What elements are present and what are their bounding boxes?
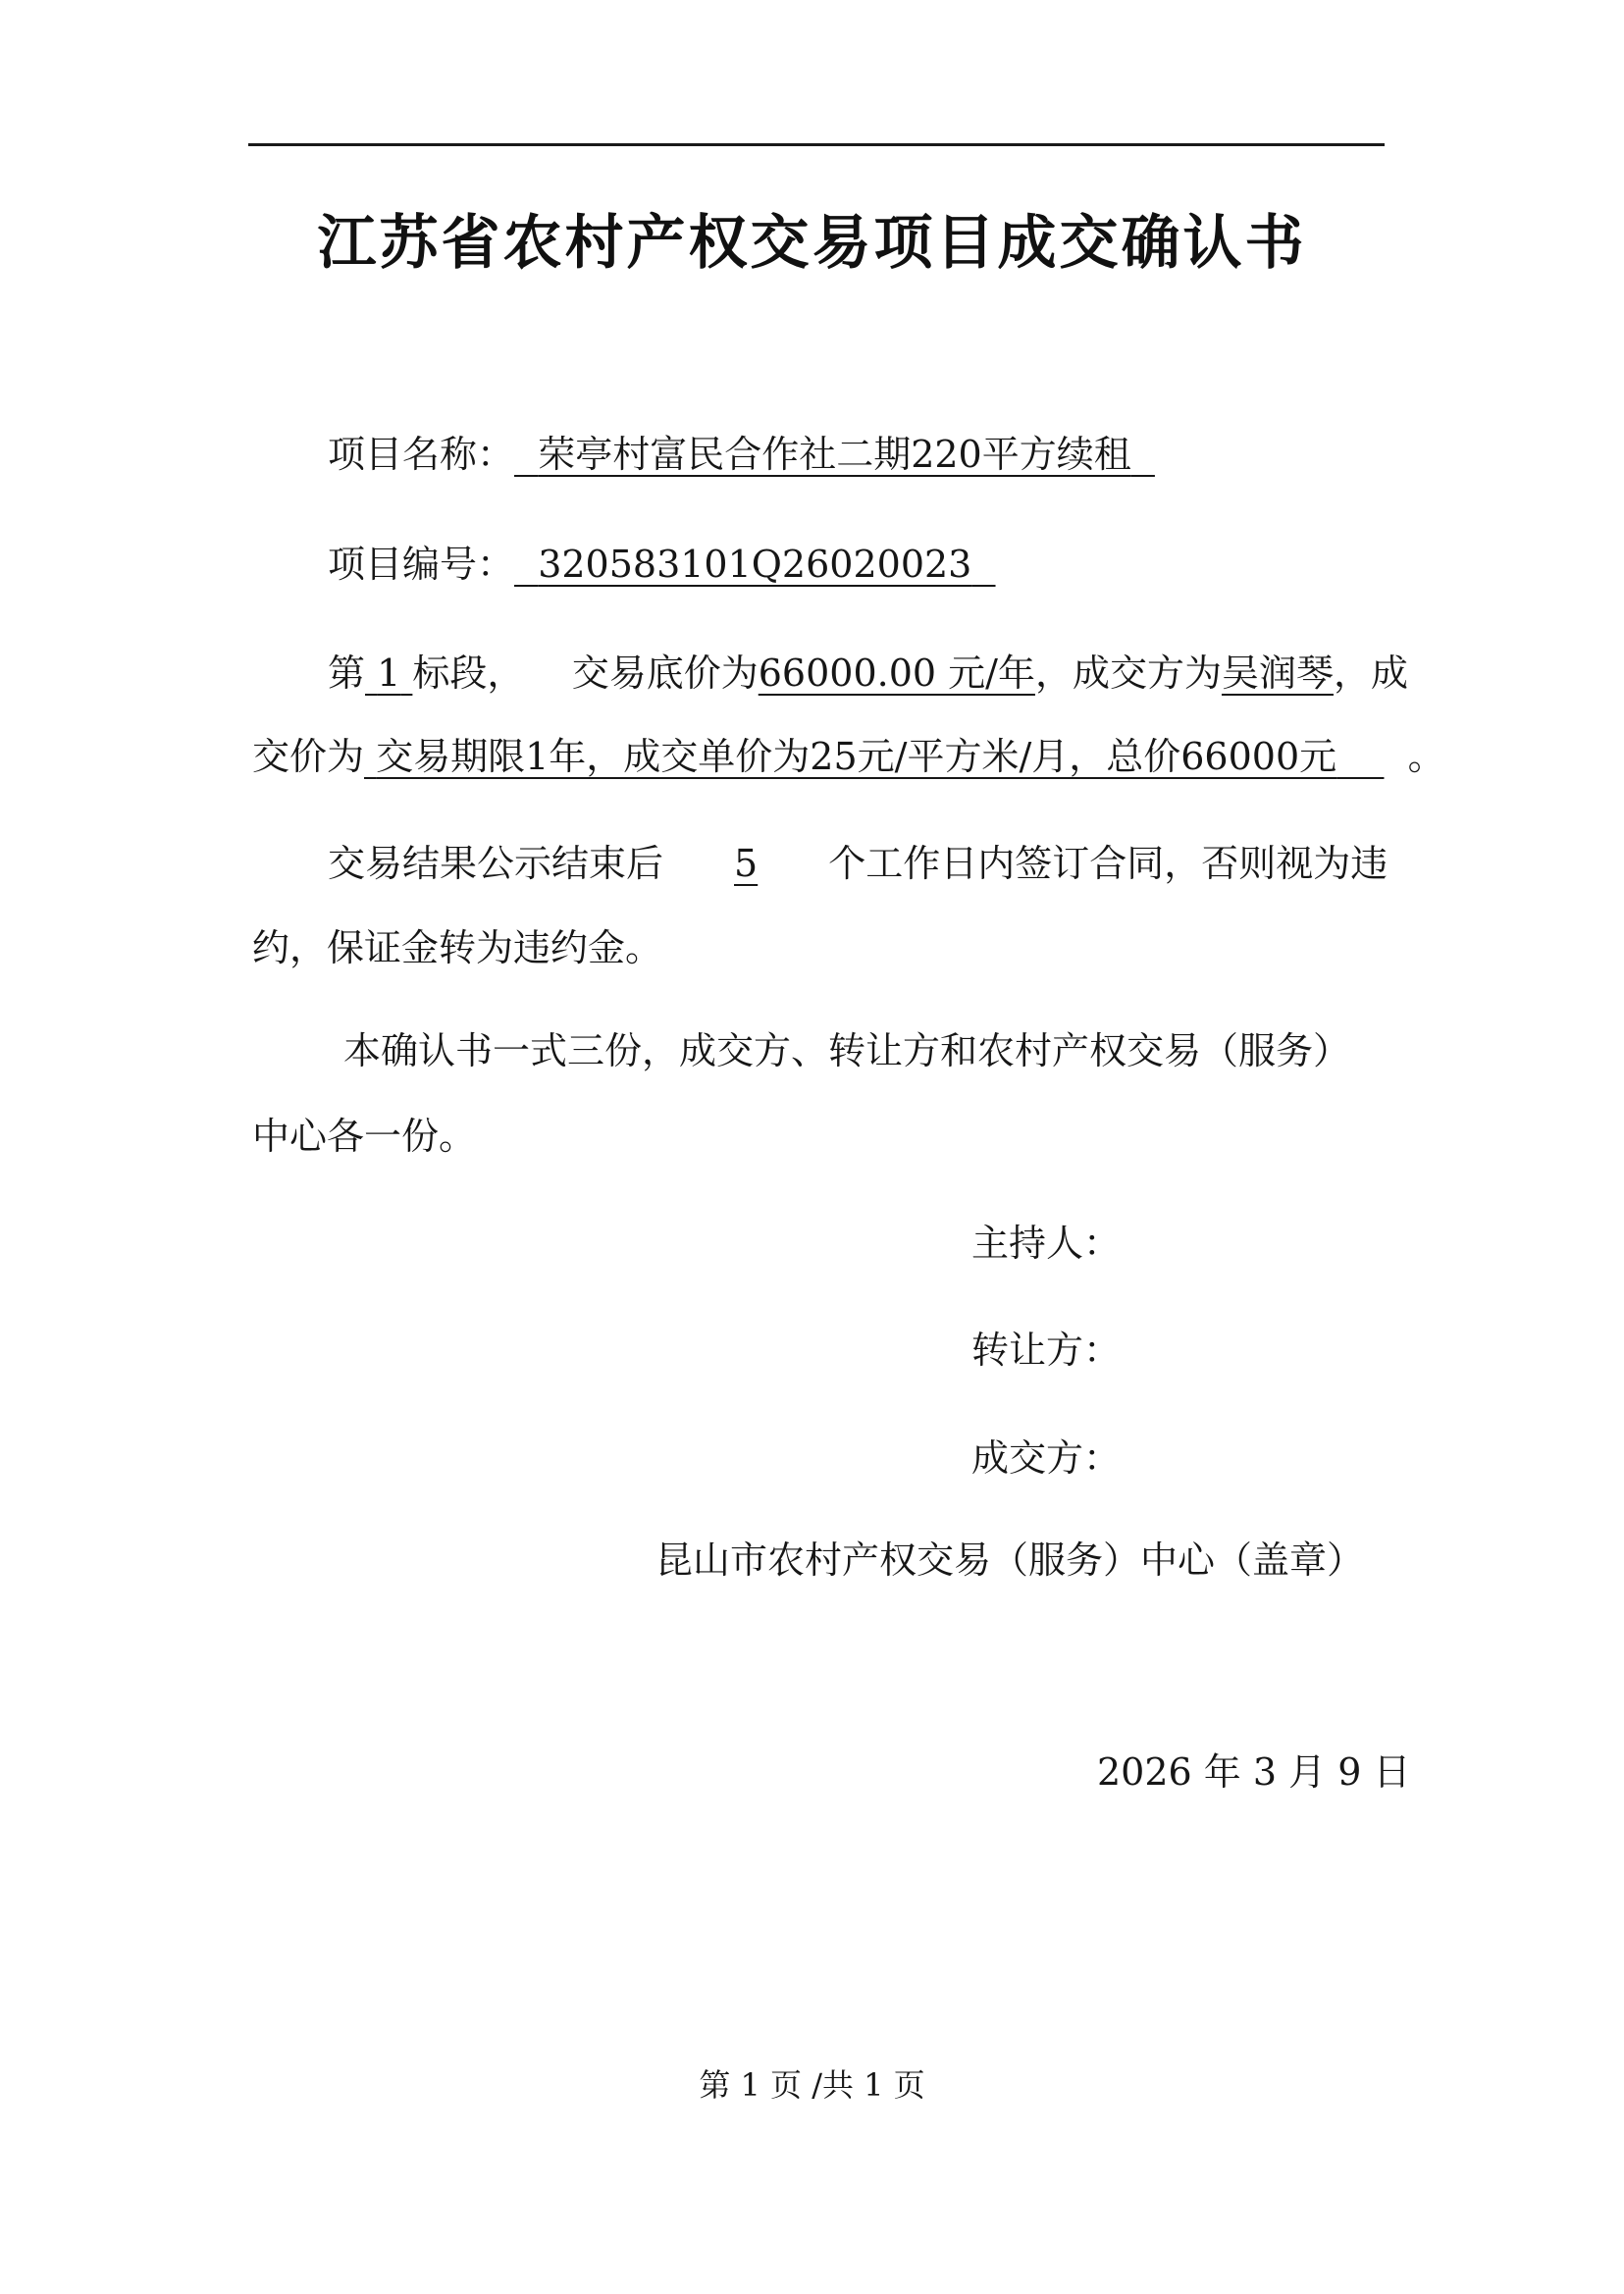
deal-price-row xyxy=(252,735,1445,778)
deal-price-value: 交易期限1年，成交单价为25元/平方米/月，总价66000元 xyxy=(376,735,1337,778)
document-date: 2026 年 3 月 9 日 xyxy=(1097,1750,1411,1794)
bid-section-row xyxy=(328,652,1408,695)
header-rule xyxy=(248,143,1385,146)
contract-days: 5 xyxy=(734,842,759,885)
base-price-label: 交易底价为 xyxy=(571,652,759,695)
project-name-value: 荣亭村富民合作社二期220平方续租 xyxy=(538,433,1131,476)
document-title: 江苏省农村产权交易项目成交确认书 xyxy=(317,209,1307,278)
contract-prefix: 交易结果公示结束后 xyxy=(328,842,664,885)
project-name-row xyxy=(328,433,1155,476)
contract-suffix: 个工作日内签订合同，否则视为违 xyxy=(828,842,1388,885)
issuer-line: 昆山市农村产权交易（服务）中心（盖章） xyxy=(655,1538,1365,1582)
host-label: 主持人： xyxy=(971,1222,1122,1265)
bid-section-suffix: 标段， xyxy=(412,652,525,695)
contract-line2: 约，保证金转为违约金。 xyxy=(252,926,663,969)
project-number-value: 320583101Q26020023 xyxy=(538,543,972,586)
contract-row xyxy=(328,842,1388,885)
page-number-footer: 第 1 页 /共 1 页 xyxy=(699,2066,925,2104)
buyer-value: 吴润琴 xyxy=(1221,652,1334,695)
deal-price-end: 。 xyxy=(1407,735,1445,778)
transferor-label: 转让方： xyxy=(971,1329,1122,1372)
deal-price-label: 交价为 xyxy=(252,735,365,778)
bid-prefix: 第 xyxy=(328,652,366,695)
bid-line-tail: ，成 xyxy=(1333,652,1408,695)
base-price-value: 66000.00 元/年 xyxy=(758,652,1035,695)
project-number-row xyxy=(328,543,996,586)
buyer-label: ，成交方为 xyxy=(1034,652,1222,695)
copies-line1: 本确认书一式三份，成交方、转让方和农村产权交易（服务） xyxy=(343,1029,1351,1072)
project-number-label: 项目编号： xyxy=(328,543,515,586)
buyer-sign-label: 成交方： xyxy=(971,1436,1122,1480)
copies-line2: 中心各一份。 xyxy=(252,1115,477,1158)
bid-section-number: 1 xyxy=(377,652,401,695)
project-name-label: 项目名称： xyxy=(328,433,515,476)
